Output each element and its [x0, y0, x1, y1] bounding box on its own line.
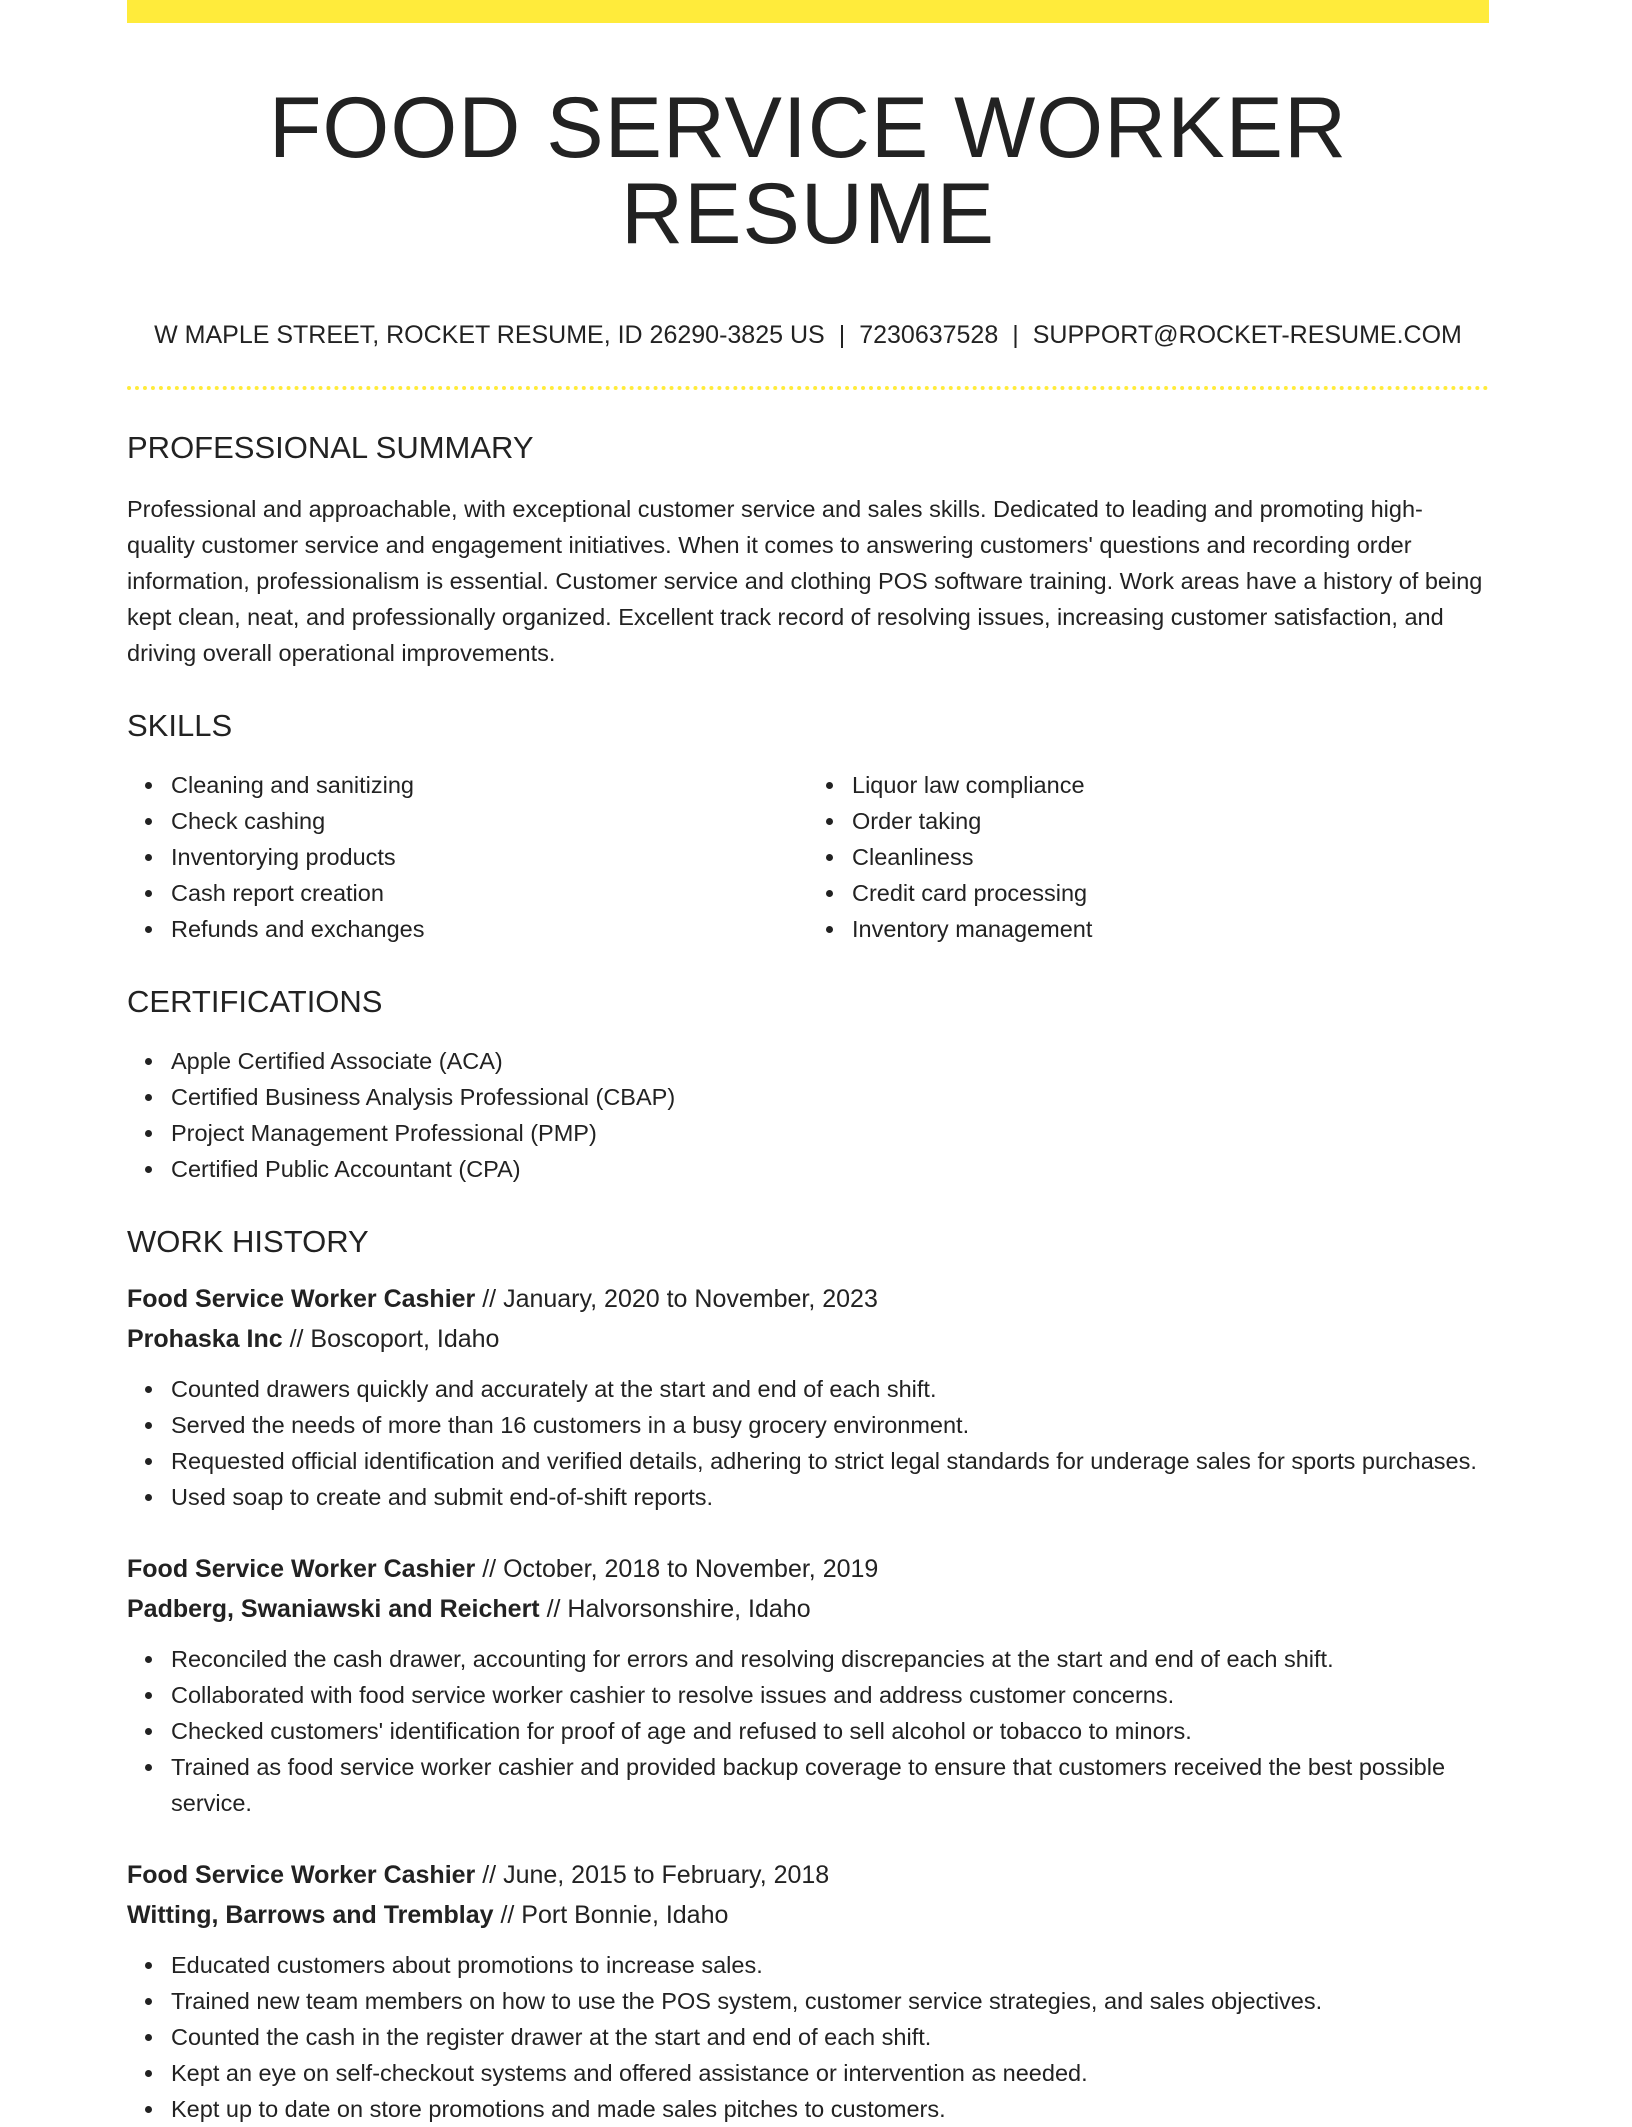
job-dates: // January, 2020 to November, 2023: [475, 1285, 878, 1313]
skill-item: Refunds and exchanges: [171, 911, 808, 947]
skill-item: Cleaning and sanitizing: [171, 767, 808, 803]
job-duty: Checked customers' identification for proof of age and refused to sell alcohol or tobacco to minors.: [171, 1713, 1489, 1749]
job-location: // Boscoport, Idaho: [282, 1325, 500, 1353]
skill-item: Liquor law compliance: [852, 767, 1489, 803]
job-role-line: [127, 1549, 1489, 1589]
contact-line: [127, 323, 1489, 348]
contact-address: W MAPLE STREET, ROCKET RESUME, ID 26290-3825 US: [154, 321, 825, 349]
job-company-line: [127, 1319, 1489, 1359]
job-dates: // June, 2015 to February, 2018: [475, 1861, 830, 1889]
job-entry: [127, 1549, 1489, 1821]
job-duty: Trained new team members on how to use the POS system, customer service strategies, and sales objectives.: [171, 1983, 1489, 2019]
job-duty: Reconciled the cash drawer, accounting for errors and resolving discrepancies at the start and end of each shift.: [171, 1641, 1489, 1677]
job-duties-list: [127, 1947, 1489, 2127]
skill-item: Credit card processing: [852, 875, 1489, 911]
summary-text: Professional and approachable, with exceptional customer service and sales skills. Dedicated to leading and promoting high-quality customer service and engagement initiatives. When it comes to answering customers' questions and recording order information, professionalism is essential. Customer service and clothing POS software training. Work areas have a history of being kept clean, neat, and professionally organized. Excellent track record of resolving issues, increasing customer satisfaction, and driving overall operational improvements.: [127, 496, 1483, 666]
contact-phone: 7230637528: [859, 321, 999, 349]
resume-title: FOOD SERVICE WORKER RESUME: [268, 80, 1348, 262]
job-duty: Kept up to date on store promotions and made sales pitches to customers.: [171, 2091, 1489, 2127]
job-company-line: [127, 1895, 1489, 1935]
skill-item: Check cashing: [171, 803, 808, 839]
job-role: Food Service Worker Cashier: [127, 1555, 476, 1583]
resume-page: [127, 0, 1489, 2127]
job-duty: Educated customers about promotions to increase sales.: [171, 1947, 1489, 1983]
certifications-heading: CERTIFICATIONS: [127, 984, 383, 1019]
job-duty: Counted the cash in the register drawer at the start and end of each shift.: [171, 2019, 1489, 2055]
contact-separator: |: [1012, 321, 1019, 349]
skills-columns: [127, 767, 1489, 947]
job-duty: Trained as food service worker cashier and provided backup coverage to ensure that customers received the best possible service.: [171, 1749, 1489, 1821]
job-duty: Served the needs of more than 16 customers in a busy grocery environment.: [171, 1407, 1489, 1443]
certification-item: Apple Certified Associate (ACA): [171, 1043, 1489, 1079]
job-role-line: [127, 1279, 1489, 1319]
job-duty: Counted drawers quickly and accurately at the start and end of each shift.: [171, 1371, 1489, 1407]
skill-item: Cleanliness: [852, 839, 1489, 875]
skills-list-left: [127, 767, 808, 947]
certifications-list: [127, 1043, 1489, 1187]
top-accent-bar: [127, 0, 1489, 23]
job-role: Food Service Worker Cashier: [127, 1861, 476, 1889]
job-company: Witting, Barrows and Tremblay: [127, 1901, 494, 1929]
dotted-divider: [127, 386, 1489, 390]
skills-list-right: [808, 767, 1489, 947]
job-role: Food Service Worker Cashier: [127, 1285, 476, 1313]
job-duties-list: [127, 1371, 1489, 1515]
work-history-heading: WORK HISTORY: [127, 1224, 369, 1259]
certification-item: Certified Business Analysis Professional (CBAP): [171, 1079, 1489, 1115]
job-duty: Used soap to create and submit end-of-shift reports.: [171, 1479, 1489, 1515]
job-dates: // October, 2018 to November, 2019: [475, 1555, 879, 1583]
skill-item: Inventory management: [852, 911, 1489, 947]
skill-item: Inventorying products: [171, 839, 808, 875]
contact-email: SUPPORT@ROCKET-RESUME.COM: [1032, 321, 1462, 349]
job-entry: [127, 1855, 1489, 2127]
job-company: Prohaska Inc: [127, 1325, 283, 1353]
certification-item: Project Management Professional (PMP): [171, 1115, 1489, 1151]
job-company-line: [127, 1589, 1489, 1629]
job-entry: [127, 1279, 1489, 1515]
job-duty: Kept an eye on self-checkout systems and offered assistance or intervention as needed.: [171, 2055, 1489, 2091]
job-duty: Collaborated with food service worker cashier to resolve issues and address customer concerns.: [171, 1677, 1489, 1713]
certification-item: Certified Public Accountant (CPA): [171, 1151, 1489, 1187]
job-duties-list: [127, 1641, 1489, 1821]
job-role-line: [127, 1855, 1489, 1895]
job-location: // Port Bonnie, Idaho: [493, 1901, 729, 1929]
summary-heading: PROFESSIONAL SUMMARY: [127, 430, 534, 465]
job-location: // Halvorsonshire, Idaho: [539, 1595, 811, 1623]
skills-heading: SKILLS: [127, 708, 233, 743]
skill-item: Order taking: [852, 803, 1489, 839]
contact-separator: |: [838, 321, 846, 349]
skill-item: Cash report creation: [171, 875, 808, 911]
job-company: Padberg, Swaniawski and Reichert: [127, 1595, 540, 1623]
job-duty: Requested official identification and verified details, adhering to strict legal standards for underage sales for sports purchases.: [171, 1443, 1489, 1479]
